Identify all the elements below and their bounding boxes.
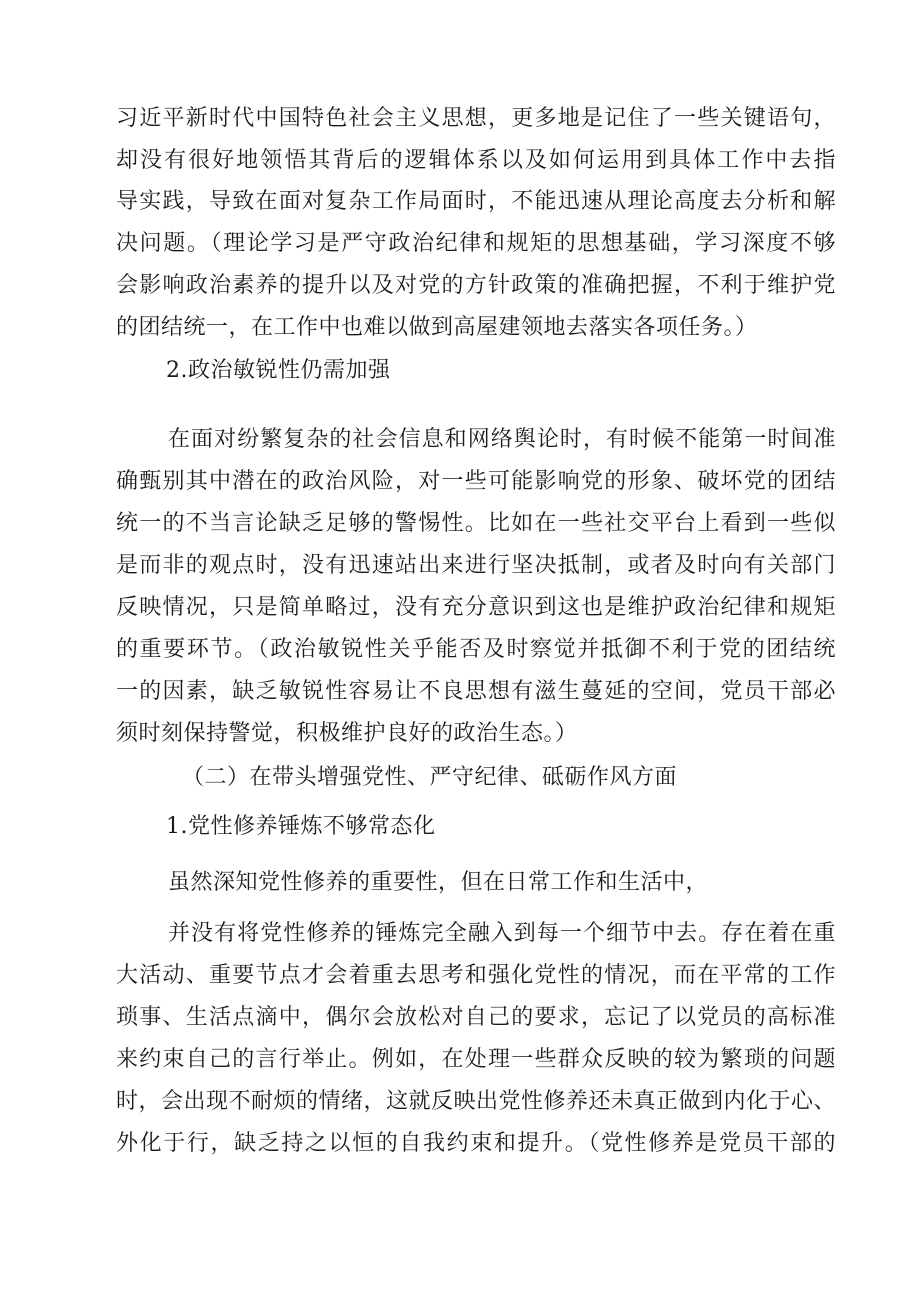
- paragraph-line: 大活动、重要节点才会着重去思考和强化党性的情况，而在平常的工作: [116, 963, 836, 988]
- paragraph-line: 并没有将党性修养的锤炼完全融入到每一个细节中去。存在着在重: [168, 921, 836, 946]
- paragraph-line: 虽然深知党性修养的重要性，但在日常工作和生活中，: [168, 870, 709, 895]
- subheading-party-spirit: 1.党性修养锤炼不够常态化: [166, 814, 436, 839]
- paragraph-line: 外化于行，缺乏持之以恒的自我约束和提升。（党性修养是党员干部的: [116, 1131, 836, 1156]
- paragraph-line: 的团结统一，在工作中也难以做到高屋建领地去落实各项任务。）: [116, 315, 758, 340]
- paragraph-line: 决问题。（理论学习是严守政治纪律和规矩的思想基础，学习深度不够: [116, 231, 836, 256]
- section-heading: （二）在带头增强党性、严守纪律、砥砺作风方面: [182, 765, 678, 790]
- paragraph-line: 导实践，导致在面对复杂工作局面时，不能迅速从理论高度去分析和解: [116, 189, 836, 214]
- paragraph-line: 却没有很好地领悟其背后的逻辑体系以及如何运用到具体工作中去指: [116, 148, 836, 173]
- subheading-political-sensitivity: 2.政治敏锐性仍需加强: [166, 358, 391, 383]
- paragraph-line: 统一的不当言论缺乏足够的警惕性。比如在一些社交平台上看到一些似: [116, 511, 836, 536]
- paragraph-line: 须时刻保持警觉，积极维护良好的政治生态。）: [116, 721, 578, 746]
- paragraph-line: 是而非的观点时，没有迅速站出来进行坚决抵制，或者及时向有关部门: [116, 553, 836, 578]
- paragraph-line: 确甄别其中潜在的政治风险，对一些可能影响党的形象、破坏党的团结: [116, 469, 836, 494]
- paragraph-line: 习近平新时代中国特色社会主义思想，更多地是记住了一些关键语句，: [116, 106, 836, 131]
- paragraph-line: 反映情况，只是简单略过，没有充分意识到这也是维护政治纪律和规矩: [116, 595, 836, 620]
- paragraph-line: 琐事、生活点滴中，偶尔会放松对自己的要求，忘记了以党员的高标准: [116, 1005, 836, 1030]
- paragraph-line: 的重要环节。（政治敏锐性关乎能否及时察觉并抵御不利于党的团结统: [116, 637, 836, 662]
- paragraph-line: 时，会出现不耐烦的情绪，这就反映出党性修养还未真正做到内化于心、: [116, 1089, 837, 1114]
- paragraph-line: 在面对纷繁复杂的社会信息和网络舆论时，有时候不能第一时间准: [168, 427, 836, 452]
- paragraph-line: 一的因素，缺乏敏锐性容易让不良思想有滋生蔓延的空间，党员干部必: [116, 679, 836, 704]
- paragraph-line: 来约束自己的言行举止。例如，在处理一些群众反映的较为繁琐的问题: [116, 1047, 836, 1072]
- paragraph-line: 会影响政治素养的提升以及对党的方针政策的准确把握，不利于维护党: [116, 273, 836, 298]
